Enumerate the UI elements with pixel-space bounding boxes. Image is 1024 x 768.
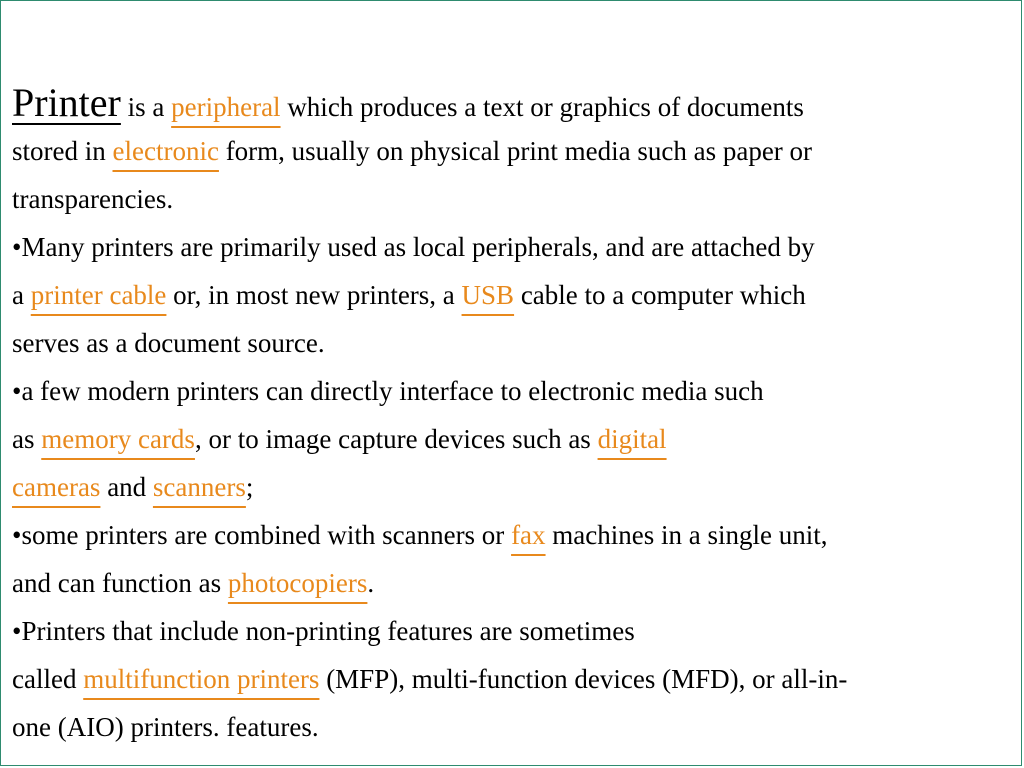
bullet2-line3 <box>12 463 1012 511</box>
link-electronic[interactable]: electronic <box>112 136 219 166</box>
bullet2-line1 <box>12 367 1012 415</box>
bullet-icon: • <box>12 616 22 646</box>
text: as <box>12 424 42 454</box>
text: form, usually on physical print media such as paper or <box>218 136 813 166</box>
bullet3-line1 <box>12 511 1012 559</box>
text: ; <box>245 472 254 502</box>
text: called <box>12 664 84 694</box>
text: Printers that include non-printing features are sometimes <box>21 616 635 646</box>
para1-line3 <box>12 175 1012 223</box>
text: or, in most new printers, a <box>166 280 462 310</box>
bullet1-line1 <box>12 223 1012 271</box>
bullet3-line2 <box>12 559 1012 607</box>
text: transparencies. <box>12 184 174 214</box>
link-cameras[interactable]: cameras <box>12 472 101 502</box>
text: is a <box>120 92 172 122</box>
link-fax[interactable]: fax <box>511 520 546 550</box>
text: stored in <box>12 136 113 166</box>
text: Many printers are primarily used as local peripherals, and are attached by <box>21 232 815 262</box>
bullet1-line3 <box>12 319 1012 367</box>
text: cable to a computer which <box>514 280 806 310</box>
link-printer-cable[interactable]: printer cable <box>30 280 167 310</box>
link-scanners[interactable]: scanners <box>152 472 246 502</box>
link-usb[interactable]: USB <box>461 280 515 310</box>
bullet4-line3 <box>12 703 1012 751</box>
text: , or to image capture devices such as <box>194 424 598 454</box>
text: a <box>12 280 31 310</box>
text: which produces a text or graphics of documents <box>280 92 804 122</box>
heading-word: Printer <box>12 80 121 125</box>
link-memory-cards[interactable]: memory cards <box>41 424 195 454</box>
text: a few modern printers can directly interface to electronic media such <box>21 376 764 406</box>
bullet-icon: • <box>12 520 22 550</box>
link-multifunction-printers[interactable]: multifunction printers <box>83 664 320 694</box>
slide-body <box>12 79 1012 751</box>
bullet4-line1 <box>12 607 1012 655</box>
text: serves as a document source. <box>12 328 325 358</box>
text: . <box>367 568 375 598</box>
bullet-icon: • <box>12 232 22 262</box>
para1-line1 <box>12 79 1012 127</box>
bullet4-line2 <box>12 655 1012 703</box>
text: and can function as <box>12 568 228 598</box>
link-photocopiers[interactable]: photocopiers <box>227 568 368 598</box>
para1-line2 <box>12 127 1012 175</box>
text: machines in a single unit, <box>545 520 828 550</box>
bullet-icon: • <box>12 376 22 406</box>
text: some printers are combined with scanners or <box>21 520 512 550</box>
bullet2-line2 <box>12 415 1012 463</box>
text: (MFP), multi-function devices (MFD), or all-in- <box>319 664 848 694</box>
bullet1-line2 <box>12 271 1012 319</box>
link-digital[interactable]: digital <box>597 424 667 454</box>
text: one (AIO) printers. features. <box>12 712 319 742</box>
text: and <box>100 472 153 502</box>
link-peripheral[interactable]: peripheral <box>171 92 281 122</box>
